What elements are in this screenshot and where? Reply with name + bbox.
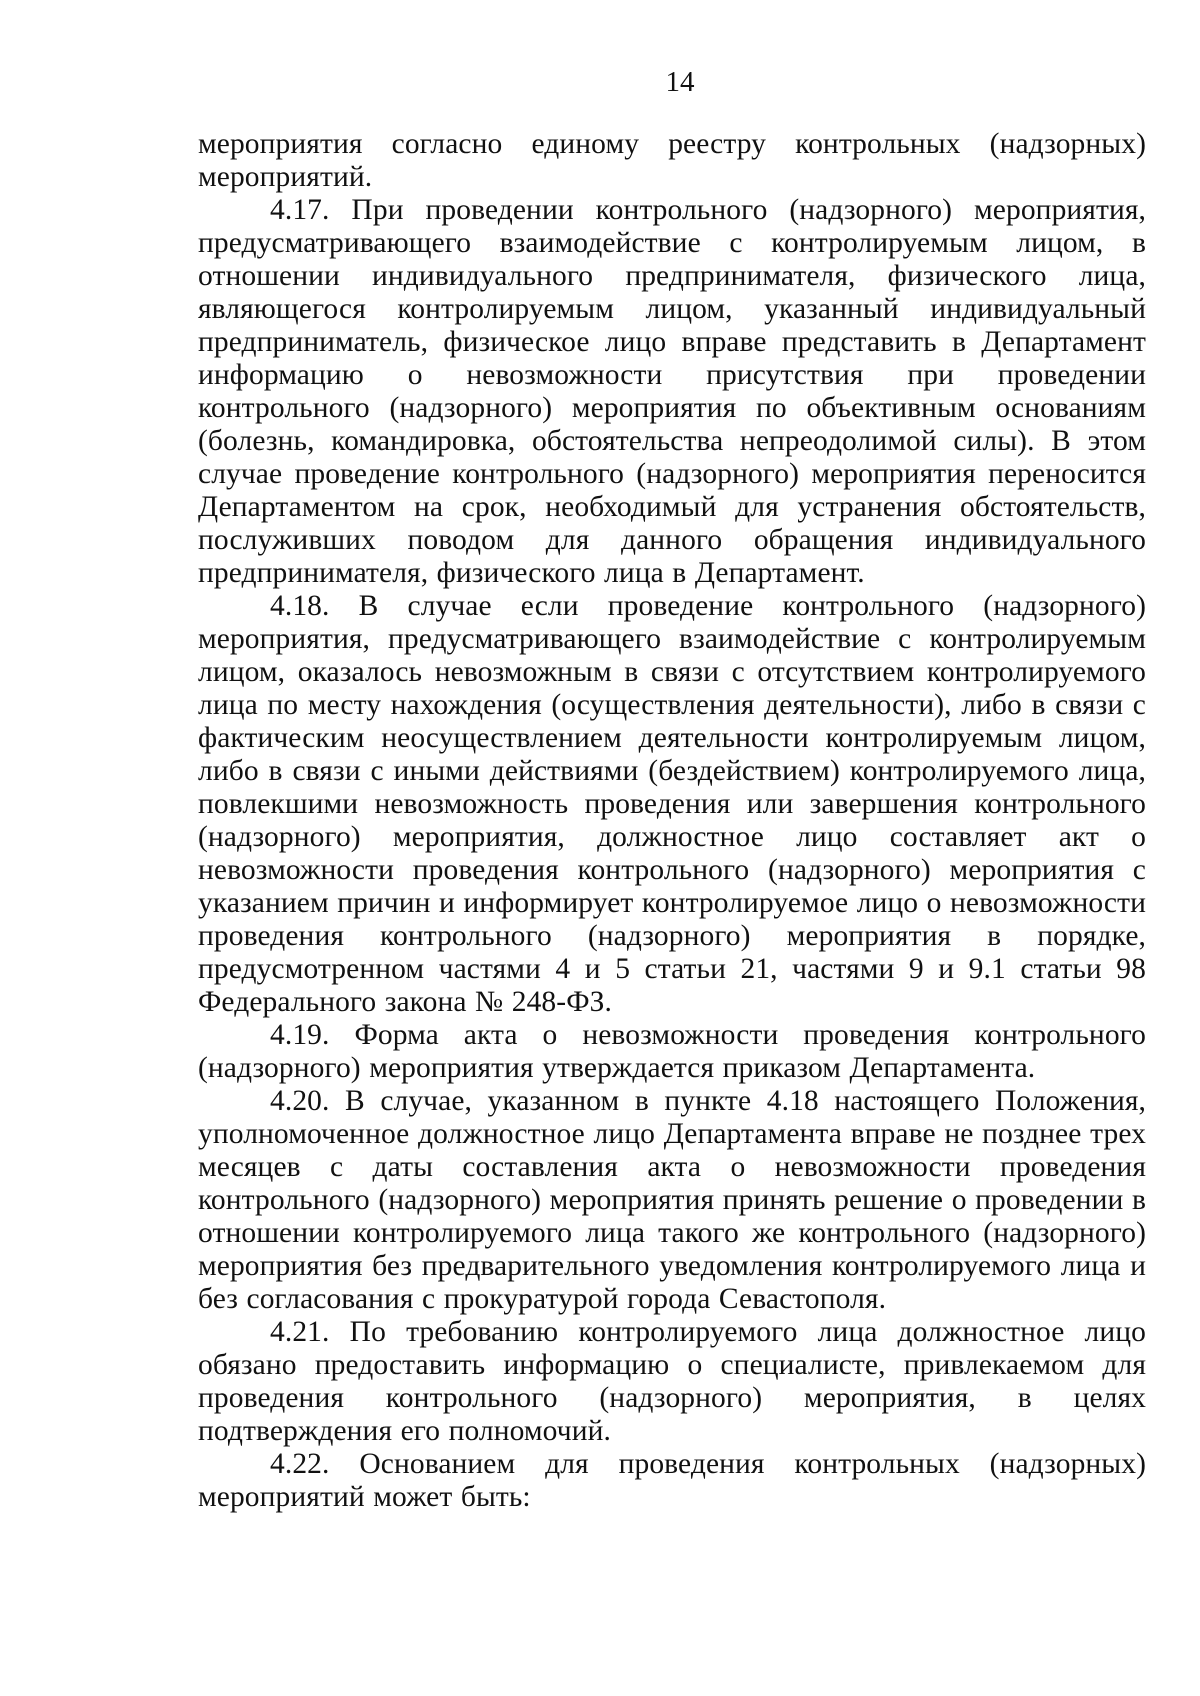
- paragraph-4-18: 4.18. В случае если проведение контрольного (надзорного) мероприятия, предусматривающего взаимодействие с контролируемым лицом, оказалось невозможным в связи с отсутствием контролируемого лица по месту нахождения (осуществления деятельности), либо в связи с фактическим неосуществлением деятельности контролируемым лицом, либо в связи с иными действиями (бездействием) контролируемого лица, повлекшими невозможность проведения или завершения контрольного (надзорного) мероприятия, должностное лицо составляет акт о невозможности проведения контрольного (надзорного) мероприятия с указанием причин и информирует контролируемое лицо о невозможности проведения контрольного (надзорного) мероприятия в порядке, предусмотренном частями 4 и 5 статьи 21, частями 9 и 9.1 статьи 98 Федерального закона № 248-ФЗ.: [198, 590, 1146, 1018]
- page-number: 14: [665, 66, 695, 98]
- paragraph-4-20: 4.20. В случае, указанном в пункте 4.18 настоящего Положения, уполномоченное должностное лицо Департамента вправе не позднее трех месяцев с даты составления акта о невозможности проведения контрольного (надзорного) мероприятия принять решение о проведении в отношении контролируемого лица такого же контрольного (надзорного) мероприятия без предварительного уведомления контролируемого лица и без согласования с прокуратурой города Севастополя.: [198, 1085, 1146, 1315]
- document-body: [198, 128, 1146, 1514]
- paragraph-4-22: 4.22. Основанием для проведения контрольных (надзорных) мероприятий может быть:: [198, 1448, 1146, 1513]
- paragraph-continuation: мероприятия согласно единому реестру контрольных (надзорных) мероприятий.: [198, 128, 1146, 193]
- paragraph-4-17: 4.17. При проведении контрольного (надзорного) мероприятия, предусматривающего взаимодействие с контролируемым лицом, в отношении индивидуального предпринимателя, физического лица, являющегося контролируемым лицом, указанный индивидуальный предприниматель, физическое лицо вправе представить в Департамент информацию о невозможности присутствия при проведении контрольного (надзорного) мероприятия по объективным основаниям (болезнь, командировка, обстоятельства непреодолимой силы). В этом случае проведение контрольного (надзорного) мероприятия переносится Департаментом на срок, необходимый для устранения обстоятельств, послуживших поводом для данного обращения индивидуального предпринимателя, физического лица в Департамент.: [198, 194, 1146, 589]
- paragraph-4-19: 4.19. Форма акта о невозможности проведения контрольного (надзорного) мероприятия утверждается приказом Департамента.: [198, 1019, 1146, 1084]
- paragraph-4-21: 4.21. По требованию контролируемого лица должностное лицо обязано предоставить информацию о специалисте, привлекаемом для проведения контрольного (надзорного) мероприятия, в целях подтверждения его полномочий.: [198, 1316, 1146, 1447]
